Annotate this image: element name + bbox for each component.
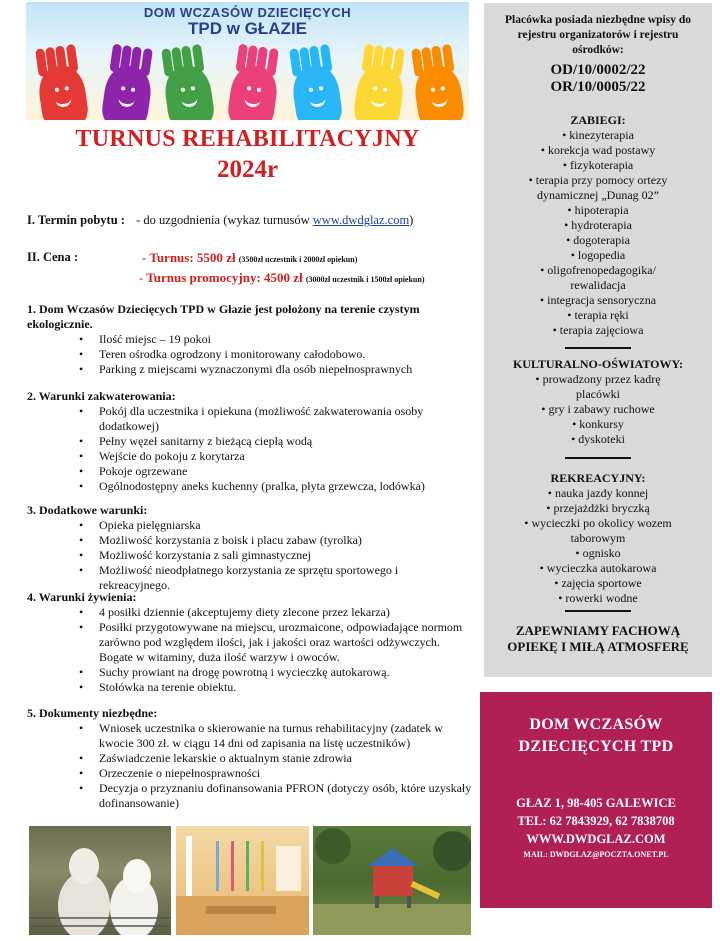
cena-label: II. Cena : <box>27 250 79 264</box>
list-item: • przejażdżki bryczką <box>546 501 650 515</box>
section-accommodation <box>27 389 472 494</box>
registry-number-od: OD/10/0002/22 <box>550 62 646 78</box>
section-heading: 2. Warunki zakwaterowania: <box>27 389 176 403</box>
termin-row <box>27 213 413 228</box>
list-item: • Decyzja o przyznaniu dofinansowania PFRON (dotyczy osób, które uzyskały dofinansowanie) <box>79 781 472 811</box>
list-item: • Posiłki przygotowywane na miejscu, urozmaicone, odpowiadające normom zarówno pod względem ilości, jak i jakości oraz wartości odżywczych. Bogate w witaminy, duża ilość warzyw i owoców. <box>79 620 472 665</box>
hand-icon <box>100 63 154 120</box>
rekreacja-heading: REKREACYJNY: <box>550 471 646 485</box>
list-item: • hipoterapia <box>567 203 629 217</box>
banner-title <box>26 6 469 37</box>
contact-name: DOM WCZASÓW DZIECIĘCYCH TPD <box>518 716 674 755</box>
zabiegi-block <box>494 113 702 338</box>
section-list <box>27 404 472 494</box>
list-item: • Zaświadczenie lekarskie o aktualnym stanie zdrowia <box>79 751 472 766</box>
list-item: • fizykoterapia <box>562 158 634 172</box>
list-item: • Pokoje ogrzewane <box>79 464 472 479</box>
list-item: • Opieka pielęgniarska <box>79 518 472 533</box>
price-promo-value: Turnus promocyjny: 4500 zł <box>146 270 303 285</box>
list-item: • Pełny węzeł sanitarny z bieżącą ciepłą wodą <box>79 434 472 449</box>
list-item: • Orzeczenie o niepełnosprawności <box>79 766 472 781</box>
list-item: • wycieczka autokarowa <box>539 561 657 575</box>
rekreacja-block <box>494 471 702 606</box>
section-documents <box>27 706 472 811</box>
list-item: • Teren ośrodka ogrodzony i monitorowany całodobowo. <box>79 347 472 362</box>
termin-label: I. Termin pobytu : <box>27 213 125 227</box>
zabiegi-heading: ZABIEGI: <box>570 113 626 127</box>
hand-icon <box>412 63 466 120</box>
price-promo-note: (3000zł uczestnik i 1500zł opiekun) <box>305 275 425 284</box>
section-heading: 5. Dokumenty niezbędne: <box>27 706 158 720</box>
services-sidebar <box>484 3 712 677</box>
list-item: • Możliwość korzystania z sali gimnastycznej <box>79 548 472 563</box>
price-standard-value: - Turnus: 5500 zł <box>142 250 236 265</box>
section-heading: 1. Dom Wczasów Dziecięcych TPD w Głazie jest położony na terenie czystym ekologicznie. <box>27 302 420 331</box>
hand-icon <box>36 63 90 120</box>
hand-icon <box>290 63 344 120</box>
list-item: • wycieczki po okolicy wozem taborowym <box>524 516 672 545</box>
banner-line-1: DOM WCZASÓW DZIECIĘCYCH <box>143 5 352 20</box>
care-slogan: ZAPEWNIAMY FACHOWĄ OPIEKĘ I MIŁĄ ATMOSFERĘ <box>507 623 689 654</box>
kultura-heading: KULTURALNO-OŚWIATOWY: <box>512 357 684 371</box>
hand-icon <box>226 63 280 120</box>
section-extras <box>27 503 472 593</box>
banner-line-2: TPD w GŁAZIE <box>188 18 307 38</box>
list-item: • rowerki wodne <box>558 591 638 605</box>
list-item: • Ilość miejsc – 19 pokoi <box>79 332 472 347</box>
contact-email[interactable]: MAIL: DWDGLAZ@POCZTA.ONET.PL <box>523 850 669 859</box>
hand-icon <box>162 63 216 120</box>
list-item: • logopedia <box>570 248 626 262</box>
divider <box>565 457 631 459</box>
list-item: • Suchy prowiant na drogę powrotną i wycieczkę autokarową. <box>79 665 472 680</box>
section-list <box>27 518 472 593</box>
list-item: • terapia zajęciowa <box>552 323 644 337</box>
list-item: • terapia ręki <box>567 308 629 322</box>
list-item: • Stołówka na terenie obiektu. <box>79 680 472 695</box>
list-item: • kinezyterapia <box>562 128 634 142</box>
section-heading: 4. Warunki żywienia: <box>27 590 137 604</box>
list-item: • hydroterapia <box>564 218 632 232</box>
list-item: • Możliwość nieodpłatnego korzystania ze sprzętu sportowego i rekreacyjnego. <box>79 563 472 593</box>
gym-illustration <box>176 826 309 935</box>
list-item: • terapia przy pomocy ortezy dynamicznej „Dunag 02” <box>528 173 668 202</box>
list-item: • gry i zabawy ruchowe <box>541 402 655 416</box>
price-promo <box>139 270 424 286</box>
list-item: • 4 posiłki dziennie (akceptujemy diety zlecone przez lekarza) <box>79 605 472 620</box>
contact-address: GŁAZ 1, 98-405 GALEWICE <box>516 796 676 810</box>
contact-box <box>480 692 712 908</box>
contact-phone: TEL: 62 7843929, 62 7838708 <box>517 814 675 828</box>
termin-value: - do uzgodnienia (wykaz turnusów <box>136 213 313 227</box>
list-item: • zajęcia sportowe <box>554 576 642 590</box>
playground-photo <box>313 826 471 935</box>
list-item: • oligofrenopedagogika/ rewalidacja <box>540 263 656 292</box>
section-list <box>27 332 472 377</box>
contact-website[interactable]: WWW.DWDGLAZ.COM <box>526 832 666 846</box>
list-item: • Wejście do pokoju z korytarza <box>79 449 472 464</box>
divider <box>565 610 631 612</box>
list-item: • Parking z miejscami wyznaczonymi dla osób niepełnosprawnych <box>79 362 472 377</box>
registry-intro: Placówka posiada niezbędne wpisy do rejestru organizatorów i rejestru ośrodków: <box>505 14 691 56</box>
playground-illustration <box>313 826 471 935</box>
website-link[interactable]: www.dwdglaz.com <box>312 213 410 227</box>
section-location <box>27 302 472 377</box>
list-item: • Możliwość korzystania z boisk i placu zabaw (tyrolka) <box>79 533 472 548</box>
list-item: • integracja sensoryczna <box>539 293 657 307</box>
section-meals <box>27 590 472 695</box>
registry-number-or: OR/10/0005/22 <box>550 79 646 95</box>
page-year: 2024r <box>216 156 279 183</box>
hand-icon <box>352 63 406 120</box>
list-item: • korekcja wad postawy <box>540 143 656 157</box>
price-standard-note: (3500zł uczestnik i 2000zł opiekun) <box>238 255 358 264</box>
section-heading: 3. Dodatkowe warunki: <box>27 503 148 517</box>
list-item: • dyskoteki <box>571 432 625 446</box>
page-title: TURNUS REHABILITACYJNY <box>75 126 420 152</box>
list-item: • Pokój dla uczestnika i opiekuna (możliwość zakwaterowania osoby dodatkowej) <box>79 404 472 434</box>
list-item: • prowadzony przez kadrę placówki <box>535 372 661 401</box>
divider <box>565 347 631 349</box>
list-item: • Ogólnodostępny aneks kuchenny (pralka, płyta grzewcza, lodówka) <box>79 479 472 494</box>
list-item: • Wniosek uczestnika o skierowanie na turnus rehabilitacyjny (zadatek w kwocie 300 zł. w ciągu 14 dni od zapisania na listę uczestników) <box>79 721 472 751</box>
termin-close: ) <box>409 213 414 227</box>
gym-photo <box>176 826 309 935</box>
list-item: • nauka jazdy konnej <box>547 486 649 500</box>
alpaca-photo <box>29 826 171 935</box>
header-banner <box>26 2 469 120</box>
section-list <box>27 721 472 811</box>
list-item: • konkursy <box>572 417 624 431</box>
price-standard <box>142 250 357 266</box>
alpaca-illustration <box>29 826 171 935</box>
list-item: • ognisko <box>575 546 621 560</box>
price-promo-prefix: - <box>139 271 147 285</box>
section-list <box>27 605 472 695</box>
list-item: • dogoterapia <box>566 233 630 247</box>
kultura-block <box>490 357 706 447</box>
